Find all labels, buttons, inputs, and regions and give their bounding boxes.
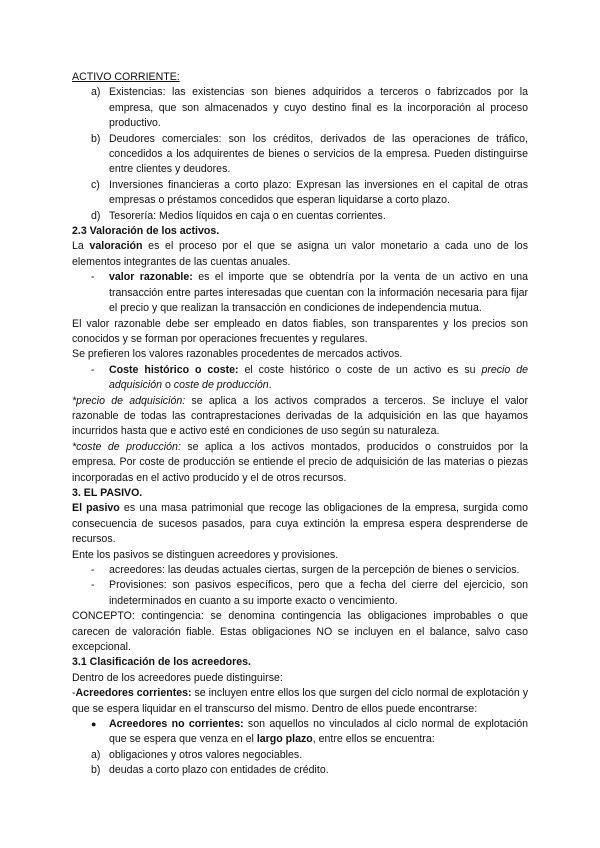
bullet-marker: ● (91, 719, 97, 730)
text-run: o (162, 379, 174, 392)
text-run: La (72, 240, 90, 253)
list-item-text: Existencias: las existencias son bienes adquiridos a terceros o fabrizcados por la empresa, que son almacenados y cuyo destino final es la incorporación al proceso productivo. (109, 86, 528, 130)
bold-term: Acreedores no corrientes: (109, 718, 244, 731)
list-item-text: deudas a corto plazo con entidades de crédito. (109, 764, 329, 777)
paragraph: El valor razonable debe ser empleado en datos fiables, son transparentes y los precios son conocidos y se forman por operaciones frecuentes y regulares. (72, 317, 528, 345)
list-item (72, 178, 528, 209)
paragraph: Ente los pasivos se distinguen acreedores y provisiones. (72, 548, 339, 561)
document-page (72, 70, 528, 779)
precio-adquisicion-paragraph (72, 394, 528, 440)
italic-term: *precio de adquisición: (72, 394, 186, 407)
list-item-text: acreedores: las deudas actuales ciertas, surgen de la percepción de bienes o servicios. (109, 564, 520, 576)
list-marker: - (91, 363, 95, 376)
text-run: , entre ellos se encuentra: (312, 733, 435, 746)
concepto-paragraph: CONCEPTO: contingencia: se denomina contingencia las obligaciones improbables o que carecen de valoración fiable. Estas obligaciones NO se incluyen en el balance, salvo caso excepcional. (72, 610, 528, 654)
list-marker: a) (91, 748, 101, 761)
text-run: es el importe que se obtendría por la venta de un activo en una transacción entre partes interesadas que cuentan con la información necesaria para fijar el precio y que realizan la transacción en condiciones de independencia mutua. (109, 271, 528, 315)
valoracion-paragraph (72, 239, 528, 270)
text-run: son aquellos no vinculados al ciclo normal de explotación que se espera que venza en el (109, 718, 528, 746)
list-item-text: obligaciones y otros valores negociables. (109, 748, 303, 761)
pasivo-definition (72, 501, 528, 547)
bold-term: largo plazo (256, 733, 313, 746)
list-item (72, 578, 528, 609)
list-marker: - (91, 564, 95, 576)
italic-term: coste de producción (173, 379, 269, 392)
list-item (72, 763, 528, 778)
list-marker: a) (91, 86, 101, 99)
list-item (72, 563, 528, 578)
italic-term: *coste de producción: (72, 440, 181, 453)
text-run: se aplica a los activos montados, producidos o construidos por la empresa. Por coste de producción se entiende el precio de adquisición de las materias o piezas incorporadas en el activo producido y el de otros recursos. (72, 440, 528, 484)
list-item-text (109, 363, 528, 394)
paragraph: Dentro de los acreedores puede distinguirse: (72, 671, 283, 684)
text-run: el coste histórico o coste de un activo es su (238, 363, 482, 376)
list-marker: b) (91, 132, 101, 145)
list-item-text: Provisiones: son pasivos específicos, pero que a fecha del cierre del ejercicio, son indeterminados en cuanto a su importe exacto o vencimiento. (109, 579, 528, 607)
bold-term: valoración (89, 240, 143, 253)
bold-term: Acreedores corrientes: (75, 687, 192, 700)
section-heading-3-1: 3.1 Clasificación de los acreedores. (72, 656, 252, 669)
list-item-text: Inversiones financieras a corto plazo: Expresan las inversiones en el capital de otras empresas o préstamos concedidos que esperan liquidarse a corto plazo. (109, 178, 528, 207)
list-item (72, 748, 528, 763)
text-run: . (268, 379, 272, 392)
list-item-text (109, 270, 528, 316)
text-run: se incluyen entre ellos los que surgen del ciclo normal de explotación y que se espera liquidar en el transcurso del mismo. Dentro de ellos puede encontrarse: (72, 687, 528, 715)
list-item-text: Deudores comerciales: son los créditos, derivados de las operaciones de tráfico, concedidos a los adquirentes de bienes o servicios de la empresa. Pueden distinguirse entre clientes y deudores. (109, 132, 528, 176)
coste-produccion-paragraph (72, 440, 528, 486)
section-heading-2-3: 2.3 Valoración de los activos. (72, 225, 220, 238)
list-marker: - (91, 579, 95, 592)
list-item (72, 132, 528, 178)
text-run: - (72, 687, 76, 700)
list-marker: c) (91, 178, 100, 191)
list-item (72, 85, 528, 131)
bold-term: valor razonable: (109, 271, 193, 284)
italic-term: precio de adquisición (109, 363, 528, 392)
list-marker: - (91, 271, 95, 284)
list-marker: d) (91, 209, 101, 222)
heading-activo-corriente: ACTIVO CORRIENTE: (72, 71, 180, 83)
section-heading-3: 3. EL PASIVO. (72, 486, 143, 499)
list-item-text (109, 717, 528, 748)
paragraph: Se prefieren los valores razonables procedentes de mercados activos. (72, 348, 403, 361)
acreedores-corrientes-paragraph (72, 686, 528, 717)
text-run: es el proceso por el que se asigna un valor monetario a cada uno de los elementos integrantes de las cuentas anuales. (72, 240, 528, 268)
text-run: se aplica a los activos comprados a terceros. Se incluye el valor razonable de todas las contraprestaciones derivadas de la adquisición en las que hayamos incurridos hasta que e activo esté en condiciones de uso según su naturaleza. (72, 394, 528, 438)
list-item-text: Tesorería: Medios líquidos en caja o en cuentas corrientes. (109, 209, 386, 222)
list-item (72, 363, 528, 394)
list-item (72, 717, 528, 748)
list-item (72, 270, 528, 316)
list-marker: b) (91, 764, 101, 777)
bold-term: El pasivo (72, 502, 120, 515)
text-run: es una masa patrimonial que recoge las obligaciones de la empresa, surgida como consecuencia de sucesos pasados, para cuya extinción la empresa espera desprenderse de recursos. (72, 502, 528, 546)
bold-term: Coste histórico o coste: (109, 363, 239, 376)
list-item (72, 209, 528, 224)
